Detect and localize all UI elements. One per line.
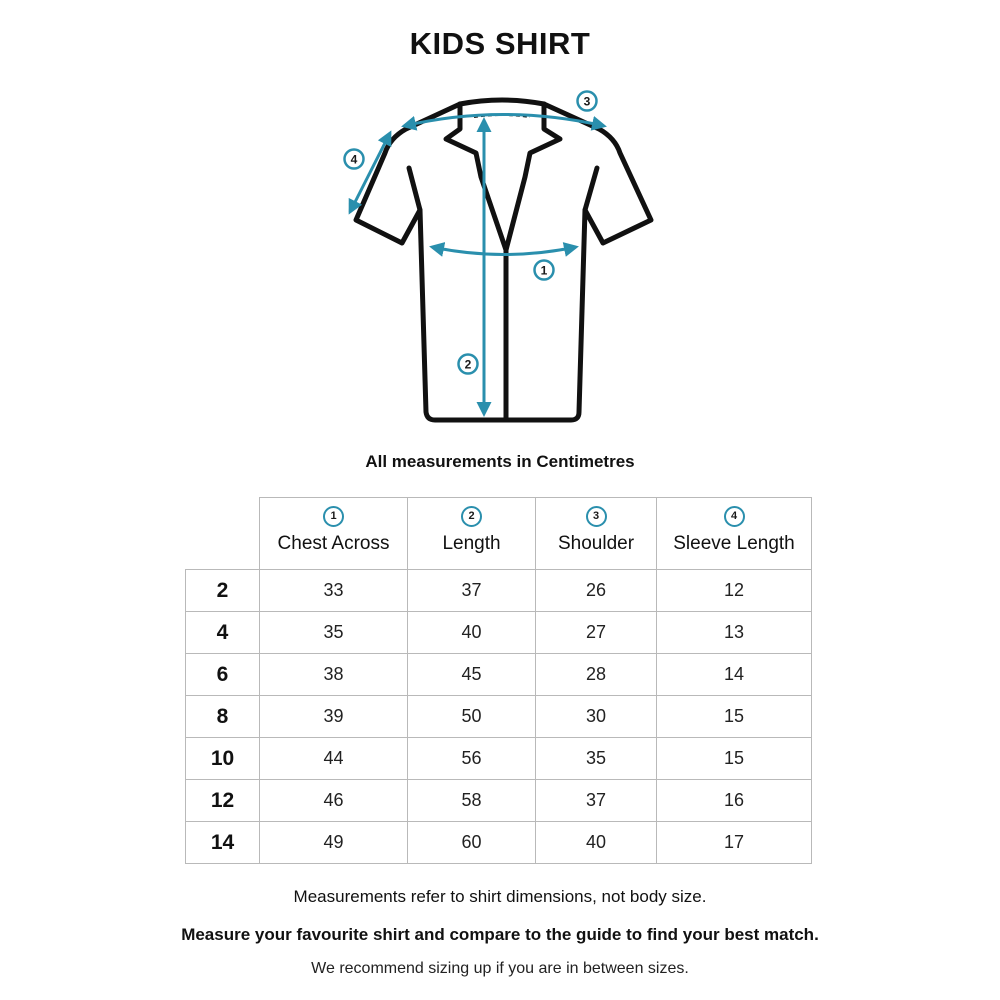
length-cell: 37 bbox=[408, 570, 536, 612]
sleeve-cell: 12 bbox=[657, 570, 812, 612]
footer-note-size-up: We recommend sizing up if you are in between sizes. bbox=[311, 960, 689, 977]
left-sleeve-seam bbox=[409, 168, 420, 210]
chest-cell: 33 bbox=[260, 570, 408, 612]
chest-cell: 44 bbox=[260, 738, 408, 780]
length-cell: 58 bbox=[408, 780, 536, 822]
shoulder-cell: 37 bbox=[536, 780, 657, 822]
shoulder-cell: 40 bbox=[536, 822, 657, 864]
shoulder-cell: 26 bbox=[536, 570, 657, 612]
length-cell: 60 bbox=[408, 822, 536, 864]
size-cell: 12 bbox=[186, 780, 260, 822]
sleeve-cell: 15 bbox=[657, 738, 812, 780]
chest-cell: 38 bbox=[260, 654, 408, 696]
sleeve-marker-label: 4 bbox=[350, 152, 358, 167]
shirt-diagram bbox=[0, 0, 1000, 450]
sleeve-cell: 14 bbox=[657, 654, 812, 696]
shirt-outline bbox=[356, 100, 651, 420]
table-row bbox=[186, 612, 812, 654]
collar-back bbox=[460, 100, 544, 104]
table-row bbox=[186, 654, 812, 696]
footer-note-compare: Measure your favourite shirt and compare to the guide to find your best match. bbox=[181, 925, 819, 944]
shoulder-cell: 27 bbox=[536, 612, 657, 654]
sleeve-cell: 17 bbox=[657, 822, 812, 864]
col-badge-length: 2 bbox=[461, 506, 482, 527]
table-row bbox=[186, 570, 812, 612]
size-cell: 8 bbox=[186, 696, 260, 738]
right-sleeve-seam bbox=[585, 168, 597, 210]
length-marker-label: 2 bbox=[464, 357, 472, 372]
table-row bbox=[186, 822, 812, 864]
col-label-sleeve: Sleeve Length bbox=[673, 533, 795, 554]
table-header-row bbox=[186, 498, 812, 570]
chest-cell: 46 bbox=[260, 780, 408, 822]
length-cell: 45 bbox=[408, 654, 536, 696]
chest-marker bbox=[535, 261, 554, 280]
footer-note-dimensions: Measurements refer to shirt dimensions, not body size. bbox=[293, 887, 707, 906]
col-header-shoulder bbox=[536, 498, 657, 570]
page-title: KIDS SHIRT bbox=[409, 26, 591, 61]
size-cell: 2 bbox=[186, 570, 260, 612]
chest-marker-label: 1 bbox=[540, 263, 548, 278]
col-badge-chest: 1 bbox=[323, 506, 344, 527]
table-row bbox=[186, 780, 812, 822]
shoulder-cell: 28 bbox=[536, 654, 657, 696]
col-badge-sleeve: 4 bbox=[724, 506, 745, 527]
sleeve-cell: 16 bbox=[657, 780, 812, 822]
col-header-chest bbox=[260, 498, 408, 570]
size-cell: 10 bbox=[186, 738, 260, 780]
sleeve-marker bbox=[345, 150, 364, 169]
length-cell: 56 bbox=[408, 738, 536, 780]
length-marker bbox=[459, 355, 478, 374]
col-header-length bbox=[408, 498, 536, 570]
table-row bbox=[186, 696, 812, 738]
shoulder-marker-label: 3 bbox=[583, 94, 591, 109]
shoulder-cell: 35 bbox=[536, 738, 657, 780]
size-table bbox=[185, 497, 812, 864]
size-cell: 14 bbox=[186, 822, 260, 864]
col-label-length: Length bbox=[442, 533, 501, 554]
sleeve-cell: 13 bbox=[657, 612, 812, 654]
chest-cell: 39 bbox=[260, 696, 408, 738]
table-row bbox=[186, 738, 812, 780]
col-label-shoulder: Shoulder bbox=[557, 533, 635, 554]
size-cell: 4 bbox=[186, 612, 260, 654]
shoulder-marker bbox=[578, 92, 597, 111]
units-note: All measurements in Centimetres bbox=[365, 452, 635, 471]
table-corner bbox=[186, 498, 260, 570]
shoulder-cell: 30 bbox=[536, 696, 657, 738]
sleeve-measure-line bbox=[350, 133, 390, 212]
right-collar bbox=[506, 104, 560, 250]
col-header-sleeve bbox=[657, 498, 812, 570]
left-collar bbox=[446, 104, 506, 250]
chest-cell: 49 bbox=[260, 822, 408, 864]
sleeve-cell: 15 bbox=[657, 696, 812, 738]
length-cell: 40 bbox=[408, 612, 536, 654]
size-cell: 6 bbox=[186, 654, 260, 696]
col-badge-shoulder: 3 bbox=[586, 506, 607, 527]
col-label-chest: Chest Across bbox=[277, 533, 390, 554]
length-cell: 50 bbox=[408, 696, 536, 738]
chest-cell: 35 bbox=[260, 612, 408, 654]
